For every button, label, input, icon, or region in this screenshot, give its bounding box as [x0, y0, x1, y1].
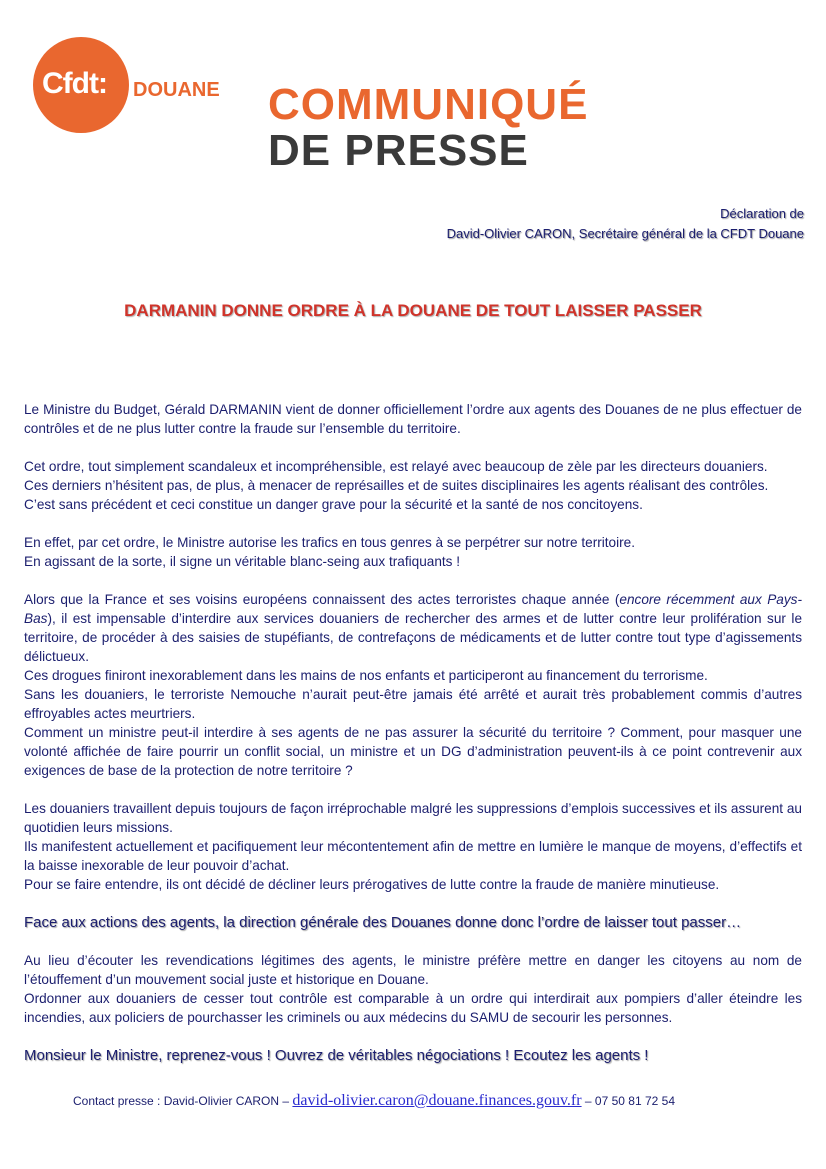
paragraph-3 — [24, 533, 802, 571]
paragraph-5c: Pour se faire entendre, ils ont décidé de décliner leurs prérogatives de lutte contre la fraude de manière minutieuse. — [24, 877, 720, 892]
paragraph-4a-end: ), il est impensable d’interdire aux services douaniers de rechercher des armes et de lutter contre leur prolifération sur le territoire, de procéder à des saisies de stupéfiants, de contrefaçons de médicaments et de lutter contre tout type d’agissements délictueux. — [24, 611, 802, 664]
de-presse-title: DE PRESSE — [268, 126, 529, 175]
paragraph-4d: Comment un ministre peut-il interdire à ses agents de ne pas assurer la sécurité du territoire ? Comment, pour masquer une volonté affichée de faire pourrir un conflit social, un ministre et un DG d’administration peuvent-ils à ce point contrevenir aux exigences de base de la protection de notre territoire ? — [24, 725, 802, 778]
communique-title: COMMUNIQUÉ — [268, 80, 589, 129]
paragraph-4b: Ces drogues finiront inexorablement dans les mains de nos enfants et participeront au financement du terrorisme. — [24, 668, 708, 683]
paragraph-5b: Ils manifestent actuellement et pacifiquement leur mécontentement afin de mettre en lumière le manque de moyens, d’effectifs et la baisse inexorable de leur pouvoir d’achat. — [24, 839, 802, 873]
paragraph-2c: C’est sans précédent et ceci constitue un danger grave pour la sécurité et la santé de nos concitoyens. — [24, 497, 643, 512]
contact-label: Contact presse : David-Olivier CARON – — [73, 1094, 290, 1108]
paragraph-6a: Au lieu d’écouter les revendications légitimes des agents, le ministre préfère mettre en danger les citoyens au nom de l’étouffement d’un mouvement social juste et historique en Douane. — [24, 953, 802, 987]
contact-email-link[interactable]: david-olivier.caron@douane.finances.gouv.fr — [292, 1092, 582, 1109]
paragraph-2a: Cet ordre, tout simplement scandaleux et incompréhensible, est relayé avec beaucoup de zèle par les directeurs douaniers. — [24, 459, 768, 474]
declaration-author: David-Olivier CARON, Secrétaire général de la CFDT Douane — [446, 226, 804, 241]
paragraph-2b: Ces derniers n’hésitent pas, de plus, à menacer de représailles et de suites disciplinaires les agents réalisant des contrôles. — [24, 478, 769, 493]
press-body — [24, 400, 802, 1065]
emphasis-statement-2: Monsieur le Ministre, reprenez-vous ! Ouvrez de véritables négociations ! Ecoutez les agents ! — [24, 1047, 649, 1064]
paragraph-5a: Les douaniers travaillent depuis toujours de façon irréprochable malgré les suppressions d’emplois successives et ils assurent au quotidien leurs missions. — [24, 801, 802, 835]
contact-line — [73, 1092, 675, 1110]
logo-division-text: DOUANE — [133, 79, 220, 101]
paragraph-5 — [24, 799, 802, 894]
press-headline: DARMANIN DONNE ORDRE À LA DOUANE DE TOUT LAISSER PASSER — [124, 301, 702, 320]
contact-phone: – 07 50 81 72 54 — [584, 1094, 676, 1108]
paragraph-4c: Sans les douaniers, le terroriste Nemouche n’aurait peut-être jamais été arrêté et aurait très probablement commis d’autres effroyables actes meurtriers. — [24, 687, 802, 721]
paragraph-3b: En agissant de la sorte, il signe un véritable blanc-seing aux trafiquants ! — [24, 554, 461, 569]
paragraph-2 — [24, 457, 802, 514]
declaration-block — [447, 204, 804, 244]
paragraph-6 — [24, 951, 802, 1027]
declaration-label: Déclaration de — [720, 206, 804, 221]
logo-brand-text: Cfdt: — [42, 67, 107, 100]
paragraph-4 — [24, 590, 802, 780]
paragraph-6b: Ordonner aux douaniers de cesser tout contrôle est comparable à un ordre qui interdirait aux pompiers d’aller éteindre les incendies, aux policiers de pourchasser les criminels ou aux médecins du SAMU de secourir les personnes. — [24, 991, 802, 1025]
paragraph-4a-italic: encore récemment aux Pays-Bas — [24, 592, 802, 626]
emphasis-statement-1: Face aux actions des agents, la direction générale des Douanes donne donc l’ordre de laisser tout passer… — [24, 914, 742, 931]
paragraph-3a: En effet, par cet ordre, le Ministre autorise les trafics en tous genres à se perpétrer sur notre territoire. — [24, 535, 635, 550]
paragraph-1: Le Ministre du Budget, Gérald DARMANIN vient de donner officiellement l’ordre aux agents des Douanes de ne plus effectuer de contrôles et de ne plus lutter contre la fraude sur l’ensemble du territoire. — [24, 402, 802, 436]
paragraph-4a-start: Alors que la France et ses voisins européens connaissent des actes terroristes chaque année ( — [24, 592, 620, 607]
